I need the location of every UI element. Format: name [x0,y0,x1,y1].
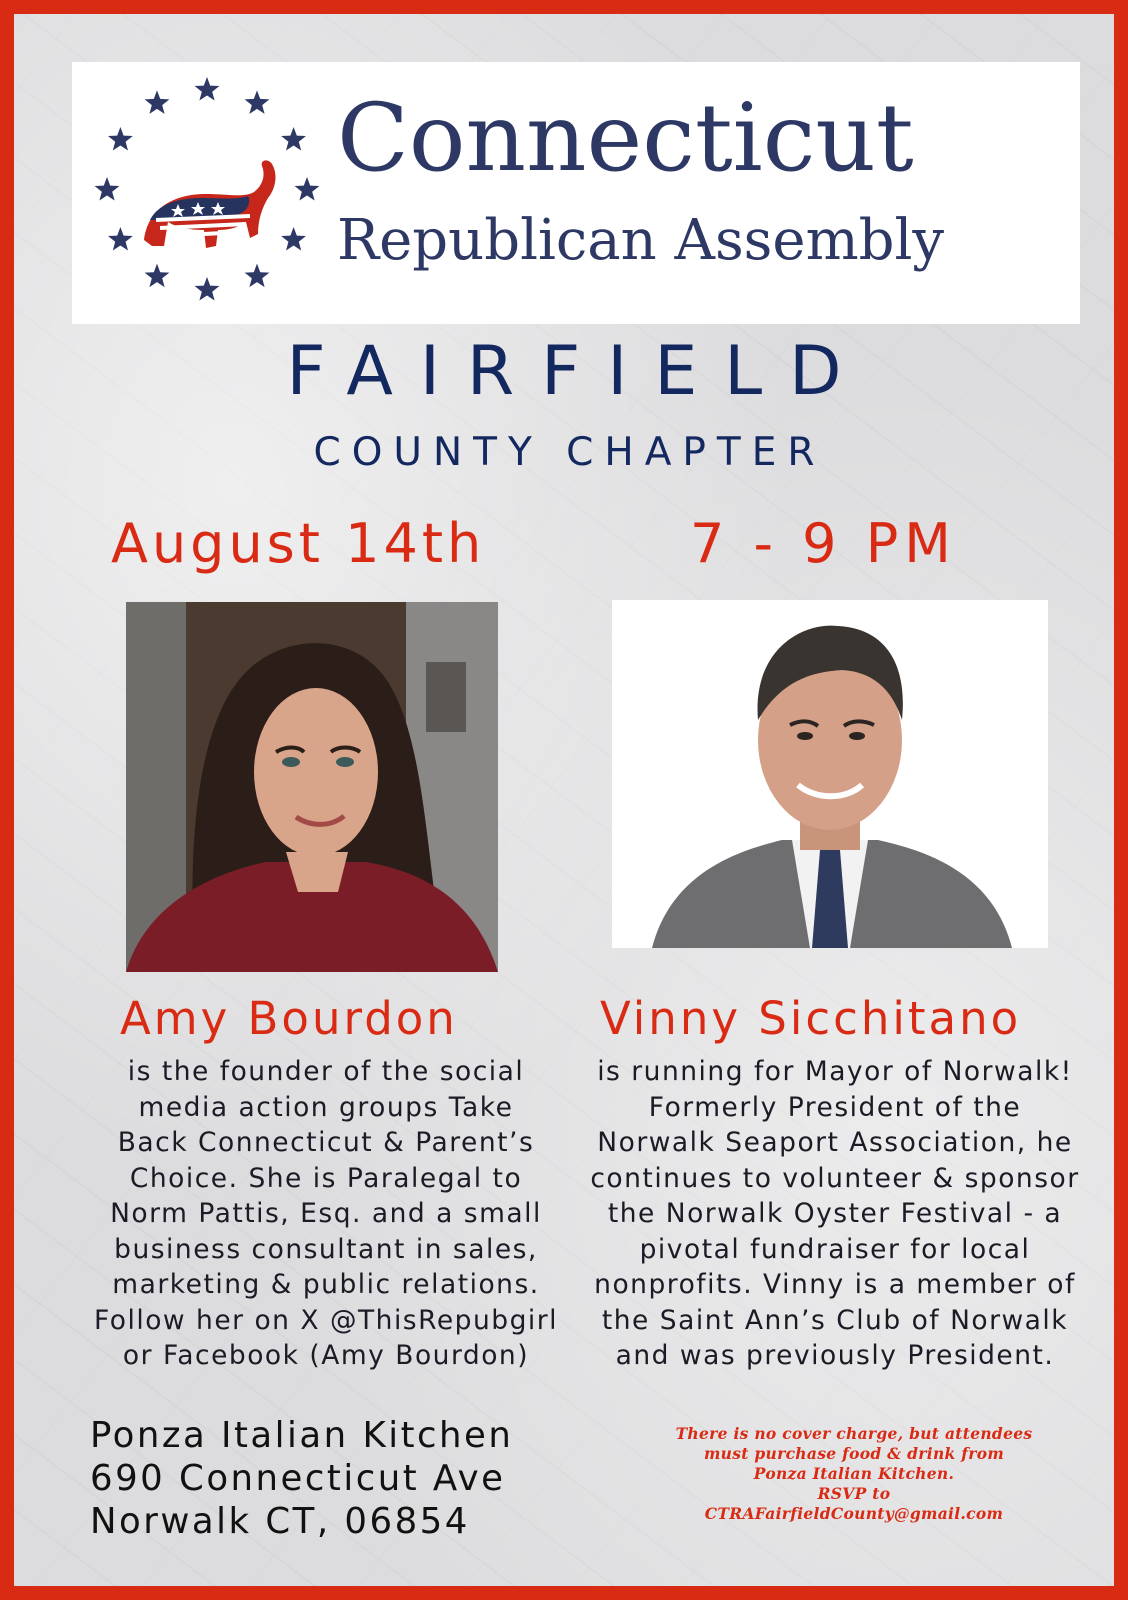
event-time: 7 - 9 PM [690,512,957,575]
chapter-title: FAIRFIELD [286,332,869,411]
note-line: Ponza Italian Kitchen. [753,1464,955,1483]
bio-line: Norm Pattis, Esq. and a small [110,1198,542,1229]
star-icon [295,177,320,201]
chapter-subtitle: COUNTY CHAPTER [313,430,826,475]
note-line: must purchase food & drink from [703,1444,1005,1463]
bio-line: media action groups Take [138,1091,514,1123]
logo-title: Connecticut [337,84,914,193]
bio-line: the Norwalk Oyster Festival - a [607,1198,1063,1229]
bio-line: the Saint Ann’s Club of Norwalk [601,1304,1069,1336]
bio-line: Follow her on X @ThisRepubgirl [93,1304,559,1336]
star-icon [145,264,170,288]
speaker-name-vinny: Vinny Sicchitano [600,992,1022,1045]
bio-line: Norwalk Seaport Association, he [597,1127,1073,1158]
star-icon [195,77,220,101]
elephant-icon [144,160,275,248]
bio-line: business consultant in sales, [114,1233,538,1265]
note-line: There is no cover charge, but attendees [675,1424,1033,1443]
star-icon [108,127,133,151]
rsvp-email[interactable]: CTRAFairfieldCounty@gmail.com [704,1504,1004,1523]
bio-line: nonprofits. Vinny is a member of [594,1269,1076,1300]
star-icon [145,90,170,114]
venue-city: Norwalk CT, 06854 [90,1501,470,1542]
star-icon [195,277,220,301]
star-icon [108,227,133,251]
star-icon [245,90,270,114]
bio-line: is the founder of the social [127,1056,525,1087]
bio-line: is running for Mayor of Norwalk! [597,1056,1073,1087]
logo-subtitle: Republican Assembly [337,208,945,273]
event-date: August 14th [111,512,486,575]
bio-line: Formerly President of the [648,1091,1022,1123]
speaker-bio-amy [66,1054,586,1374]
bio-line: Back Connecticut & Parent’s [117,1127,535,1158]
bio-line: pivotal fundraiser for local [639,1233,1031,1265]
bio-line: continues to volunteer & sponsor [590,1162,1080,1194]
note-line: RSVP to [817,1484,891,1503]
speaker-photo-vinny [612,600,1048,948]
star-icon [281,127,306,151]
speaker-photo-amy [126,602,498,972]
star-icon [245,264,270,288]
bio-line: marketing & public relations. [112,1269,540,1300]
organization-logo [72,62,1080,324]
venue-address [90,1414,513,1543]
venue-name: Ponza Italian Kitchen [90,1415,514,1456]
speaker-bio-vinny [569,1054,1101,1374]
star-icon [95,177,120,201]
rsvp-note [604,1424,1104,1524]
bio-line: Choice. She is Paralegal to [129,1162,523,1194]
bio-line: or Facebook (Amy Bourdon) [122,1340,530,1371]
speaker-name-amy: Amy Bourdon [120,992,458,1045]
venue-street: 690 Connecticut Ave [90,1458,506,1499]
bio-line: and was previously President. [615,1340,1055,1371]
star-icon [281,227,306,251]
star-ring-elephant-icon [82,70,332,310]
